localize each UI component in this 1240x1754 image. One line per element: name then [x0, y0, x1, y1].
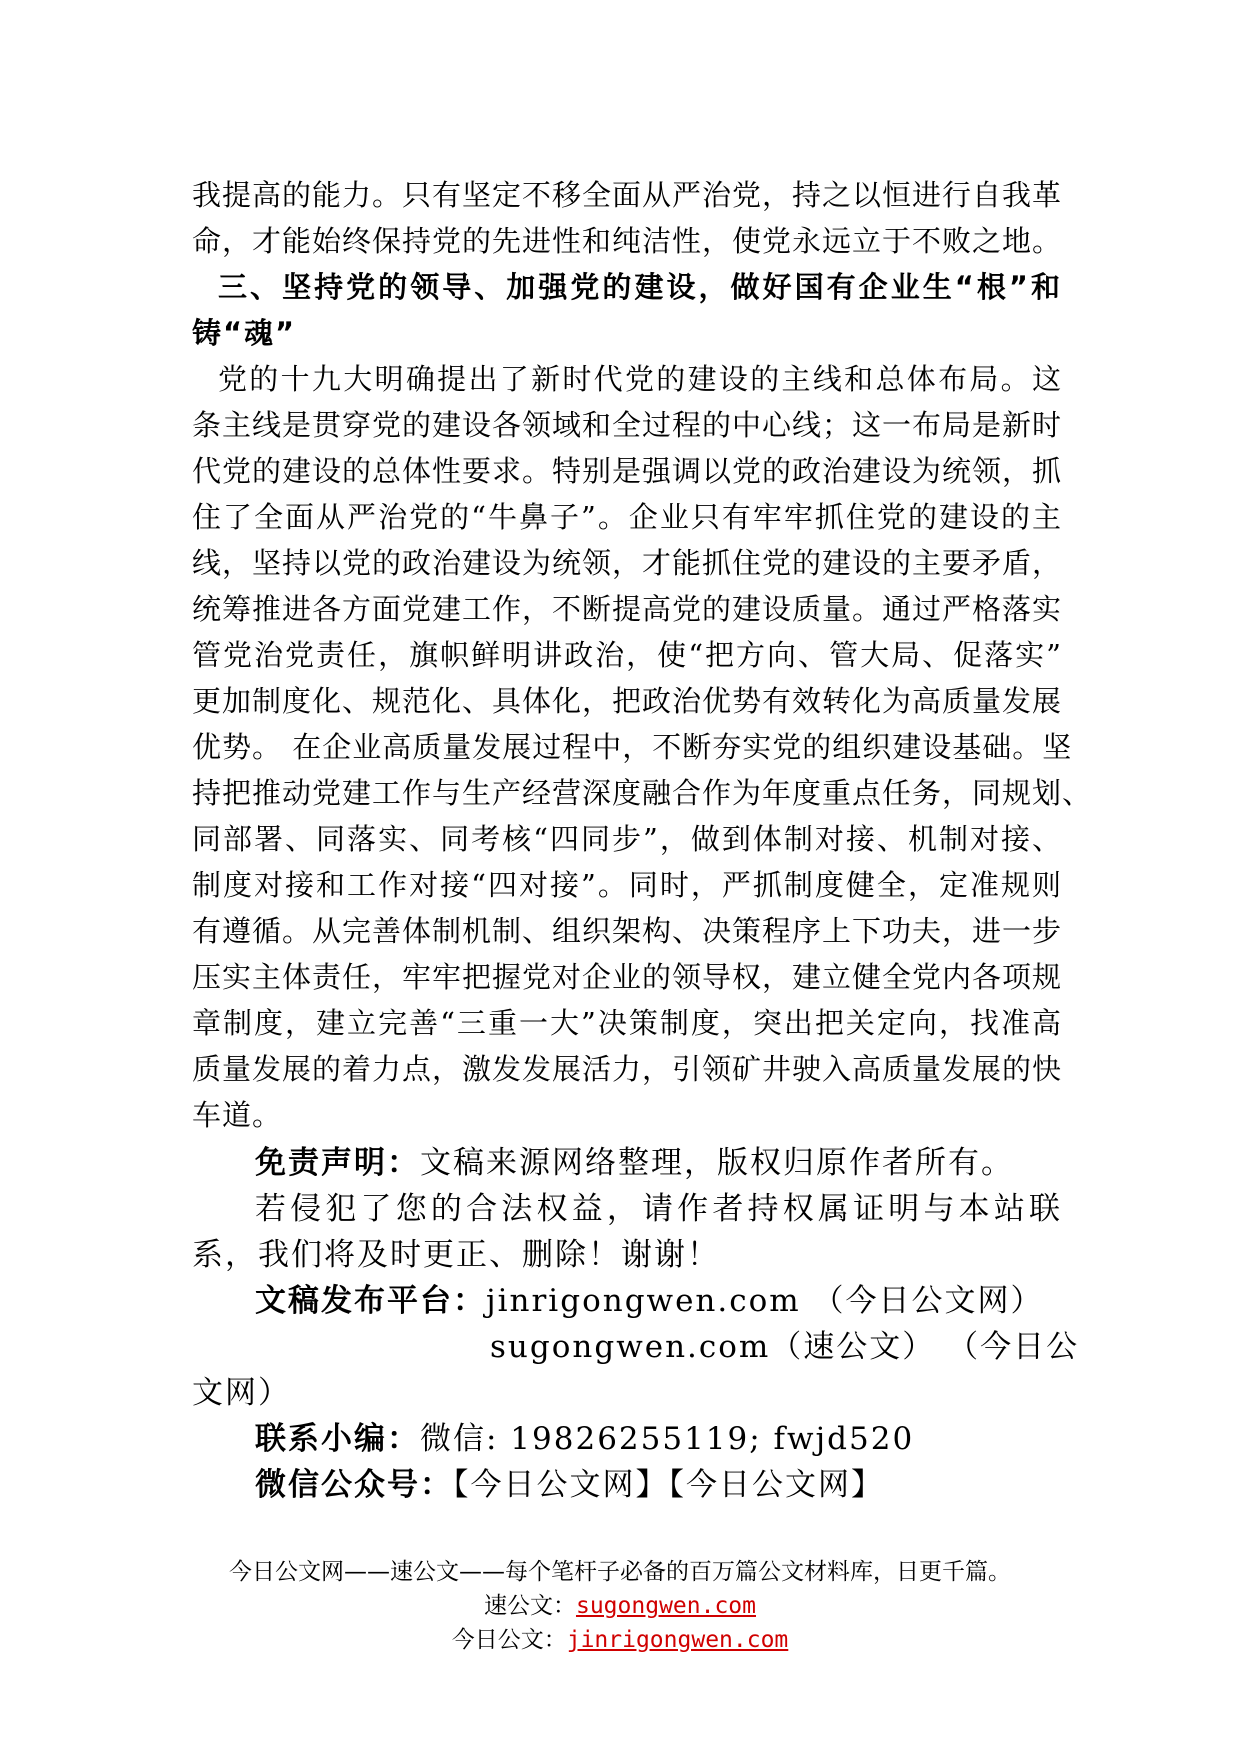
paragraph-line: 我提高的能力。只有坚定不移全面从严治党，持之以恒进行自我革	[192, 178, 1063, 212]
contact-text: 微信: 19826255119; fwjd520	[420, 1421, 915, 1457]
footer-jr-label: 今日公文：	[451, 1627, 567, 1653]
paragraph-line: 条主线是贯穿党的建设各领域和全过程的中心线；这一布局是新时	[192, 408, 1063, 442]
disclaimer-label: 免责声明：	[255, 1145, 420, 1181]
paragraph-line: 党的十九大明确提出了新时代党的建设的主线和总体布局。这	[218, 362, 1062, 396]
paragraph-line: 同部署、同落实、同考核“四同步”，做到体制对接、机制对接、	[192, 822, 1062, 856]
footer-su-label: 速公文：	[483, 1593, 576, 1619]
paragraph-line: 优势。 在企业高质量发展过程中，不断夯实党的组织建设基础。坚	[192, 730, 1073, 764]
contact-label: 联系小编：	[255, 1421, 420, 1457]
section-heading: 三、坚持党的领导、加强党的建设，做好国有企业生“根”和	[218, 270, 1062, 304]
paragraph-line: 章制度，建立完善“三重一大”决策制度，突出把关定向，找准高	[192, 1006, 1062, 1040]
footer-jr-link[interactable]: jinrigongwen.com	[566, 1627, 789, 1653]
wechat-label: 微信公众号：	[255, 1467, 453, 1503]
wechat-line	[255, 1462, 1075, 1508]
contact-line	[255, 1416, 1075, 1462]
disclaimer-text: 文稿来源网络整理，版权归原作者所有。	[420, 1145, 1014, 1181]
footer-slogan: 今日公文网——速公文——每个笔杆子必备的百万篇公文材料库，日更千篇。	[229, 1559, 1011, 1585]
section-heading: 铸“魂”	[192, 316, 297, 350]
paragraph-line: 持把推动党建工作与生产经营深度融合作为年度重点任务，同规划、	[192, 776, 1093, 810]
disclaimer-line: 若侵犯了您的合法权益，请作者持权属证明与本站联	[255, 1191, 1062, 1227]
paragraph-line: 命，才能始终保持党的先进性和纯洁性，使党永远立于不败之地。	[192, 224, 1063, 258]
disclaimer-line: 系，我们将及时更正、删除！谢谢！	[192, 1237, 720, 1273]
paragraph-line: 制度对接和工作对接“四对接”。同时，严抓制度健全，定准规则	[192, 868, 1062, 902]
platform-line	[255, 1278, 1075, 1324]
disclaimer-line	[255, 1140, 1075, 1186]
paragraph-line: 有遵循。从完善体制机制、组织架构、决策程序上下功夫，进一步	[192, 914, 1063, 948]
paragraph-line: 管党治党责任，旗帜鲜明讲政治，使“把方向、管大局、促落实”	[192, 638, 1062, 672]
paragraph-line: 线，坚持以党的政治建设为统领，才能抓住党的建设的主要矛盾，	[192, 546, 1063, 580]
paragraph-line: 更加制度化、规范化、具体化，把政治优势有效转化为高质量发展	[192, 684, 1063, 718]
platform-label: 文稿发布平台：	[255, 1283, 486, 1319]
footer-su-link[interactable]: sugongwen.com	[575, 1593, 756, 1619]
paragraph-line: 代党的建设的总体性要求。特别是强调以党的政治建设为统领，抓	[192, 454, 1063, 488]
platform-line: 文网）	[192, 1375, 291, 1411]
footer-jr-line	[0, 1624, 1240, 1656]
paragraph-line: 住了全面从严治党的“牛鼻子”。企业只有牢牢抓住党的建设的主	[192, 500, 1062, 534]
paragraph-line: 统筹推进各方面党建工作，不断提高党的建设质量。通过严格落实	[192, 592, 1063, 626]
paragraph-line: 质量发展的着力点，激发发展活力，引领矿井驶入高质量发展的快	[192, 1052, 1063, 1086]
platform-text: jinrigongwen.com （今日公文网）	[486, 1283, 1044, 1319]
wechat-text: 【今日公文网】【今日公文网】	[453, 1467, 884, 1503]
footer-su-line	[0, 1590, 1240, 1622]
paragraph-line: 车道。	[192, 1098, 283, 1132]
platform-line: sugongwen.com（速公文） （今日公	[490, 1329, 1080, 1365]
paragraph-line: 压实主体责任，牢牢把握党对企业的领导权，建立健全党内各项规	[192, 960, 1063, 994]
